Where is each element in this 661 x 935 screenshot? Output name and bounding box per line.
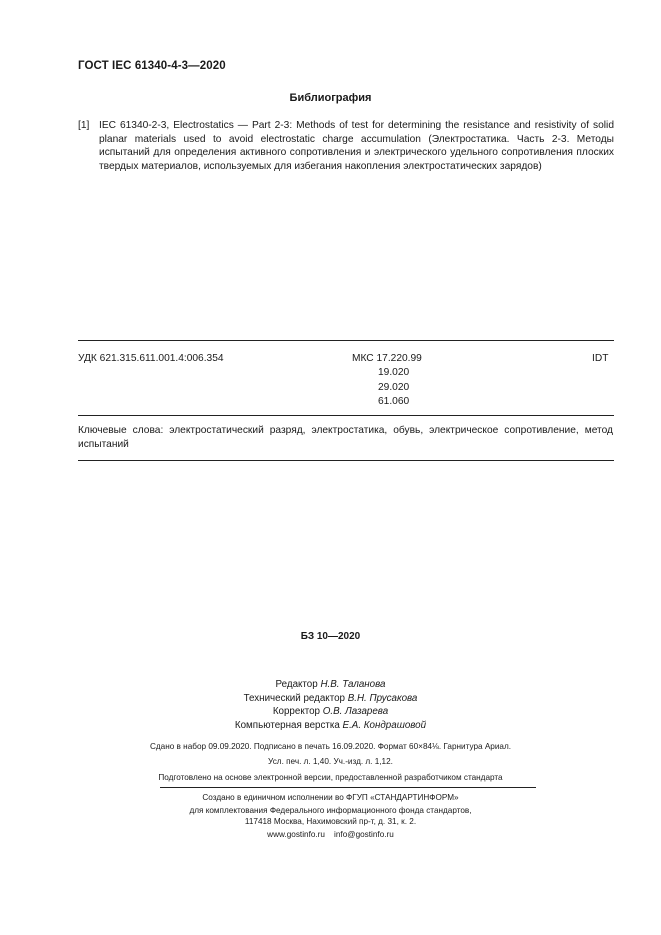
credit-role: Редактор [275,679,318,690]
mks-additional-codes [378,366,409,410]
credit-layout [0,719,661,733]
publisher-address [0,815,661,842]
mks-code-item: 19.020 [378,367,410,378]
credit-proofreader [0,705,661,719]
publisher-info [0,791,661,818]
idt-marker: IDT [592,353,609,364]
print-info-line: Усл. печ. л. 1,40. Уч.-изд. л. 1,12. [268,756,393,766]
prepared-note-text: Подготовлено на основе электронной версии, предоставленной разработчиком стандарта [158,773,503,782]
publisher-line: для комплектования Федерального информационного фонда стандартов, [189,806,472,816]
keywords: Ключевые слова: электростатический разряд, электростатика, обувь, электрическое сопротивление, метод испытаний [78,425,613,450]
divider-publisher [160,787,536,788]
standard-id-header: ГОСТ IEC 61340-4-3—2020 [78,60,226,72]
credit-role: Технический редактор [243,692,345,704]
credit-name: О.В. Лазарева [322,706,389,718]
bibliography-entry [78,119,614,173]
divider-middle [78,415,614,416]
bibliography-entry-number: [1] [78,120,90,131]
mks-code-item: 29.020 [378,381,410,393]
publisher-line: Создано в единичном исполнении во ФГУП «СТАНДАРТИНФОРМ» [202,793,459,802]
publisher-contacts: www.gostinfo.ru info@gostinfo.ru [267,830,394,840]
mks-code-item: 61.060 [378,396,410,408]
divider-bottom [78,460,614,461]
divider-top [78,340,614,341]
credit-name: В.Н. Прусакова [347,692,418,704]
publisher-address-line: 117418 Москва, Нахимовский пр-т, д. 31, к. 2. [244,817,417,826]
bz-number: БЗ 10—2020 [300,631,361,642]
credit-name: Н.В. Таланова [320,679,386,690]
print-info-line: Сдано в набор 09.09.2020. Подписано в печать 16.09.2020. Формат 60×84⅛. Гарнитура Ариал. [149,742,512,751]
print-info [0,740,661,769]
bibliography-entry-text: IEC 61340-2-3, Electrostatics — Part 2-3: Methods of test for determining the resistance and resistivity of solid planar materials used to avoid electrostatic charge accumulation (Электростатика. Часть 2-3. Методы испытаний для определения активного сопротивления и электрического удельного сопротивления плоских твердых материалов, используемых для избегания накопления электростатических зарядов) [99,120,614,172]
credit-name: Е.А. Кондрашовой [342,719,427,731]
bibliography-title: Библиография [289,92,372,104]
credit-tech-editor [0,692,661,706]
mks-code: МКС 17.220.99 [352,353,422,364]
credits-block [0,678,661,732]
udk-code: УДК 621.315.611.001.4:006.354 [78,353,224,364]
credit-role: Корректор [272,706,320,718]
credit-role: Компьютерная верстка [234,719,340,731]
credit-editor [0,678,661,692]
